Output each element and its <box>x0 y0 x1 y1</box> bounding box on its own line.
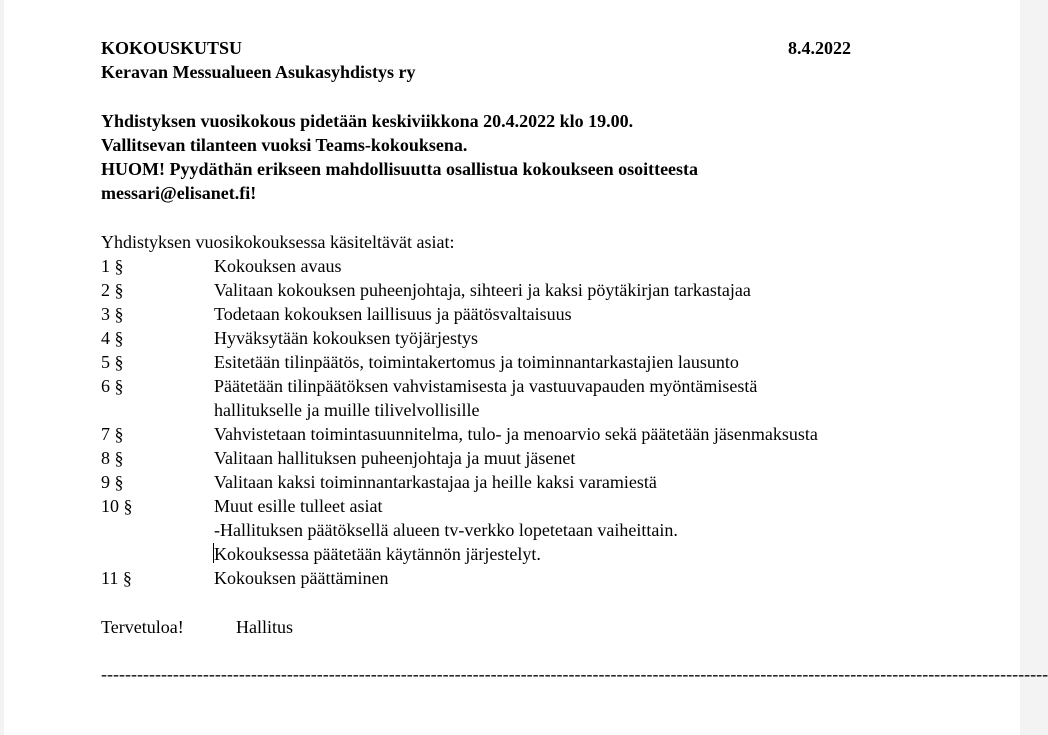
agenda-item-text: Valitaan kokouksen puheenjohtaja, sihteeri ja kaksi pöytäkirjan tarkastajaa <box>214 280 751 300</box>
organization-name: Keravan Messualueen Asukasyhdistys ry <box>101 62 416 82</box>
notice-line-2: Vallitsevan tilanteen vuoksi Teams-kokouksena. <box>101 135 468 155</box>
document-page <box>4 0 1048 735</box>
notice-line-1: Yhdistyksen vuosikokous pidetään keskiviikkona 20.4.2022 klo 19.00. <box>101 111 634 131</box>
agenda-intro: Yhdistyksen vuosikokouksessa käsiteltävät asiat: <box>101 232 455 252</box>
agenda-item-text: Kokouksen avaus <box>214 256 342 276</box>
agenda-item-text: Muut esille tulleet asiat <box>214 496 383 516</box>
document-title: KOKOUSKUTSU <box>101 38 243 58</box>
agenda-item-text: Kokouksen päättäminen <box>214 568 389 588</box>
agenda-item-text: Päätetään tilinpäätöksen vahvistamisesta ja vastuuvapauden myöntämisestä <box>214 376 758 396</box>
agenda-item-number: 5 § <box>101 352 124 372</box>
closing-greeting: Tervetuloa! <box>101 617 184 637</box>
agenda-item-number: 6 § <box>101 376 124 396</box>
notice-line-4: messari@elisanet.fi! <box>101 183 257 203</box>
agenda-item-text: Todetaan kokouksen laillisuus ja päätösvaltaisuus <box>214 304 572 324</box>
agenda-item-number: 9 § <box>101 472 124 492</box>
agenda-item-number: 2 § <box>101 280 124 300</box>
agenda-item-text: Vahvistetaan toimintasuunnitelma, tulo- ja menoarvio sekä päätetään jäsenmaksusta <box>214 424 818 444</box>
agenda-item-number: 1 § <box>101 256 124 276</box>
text-cursor <box>213 543 214 563</box>
agenda-item-number: 11 § <box>101 568 132 588</box>
agenda-item-text-continued[interactable]: Kokouksessa päätetään käytännön järjestelyt. <box>214 544 541 564</box>
document-date: 8.4.2022 <box>788 38 851 58</box>
agenda-item-text: Valitaan kaksi toiminnantarkastajaa ja heille kaksi varamiestä <box>214 472 657 492</box>
agenda-item-number: 7 § <box>101 424 124 444</box>
agenda-item-text: Esitetään tilinpäätös, toimintakertomus ja toiminnantarkastajien lausunto <box>214 352 739 372</box>
agenda-item-number: 3 § <box>101 304 124 324</box>
notice-line-3: HUOM! Pyydäthän erikseen mahdollisuutta osallistua kokoukseen osoitteesta <box>101 159 699 179</box>
agenda-item-text: Valitaan hallituksen puheenjohtaja ja muut jäsenet <box>214 448 576 468</box>
agenda-item-number: 4 § <box>101 328 124 348</box>
agenda-item-number: 8 § <box>101 448 124 468</box>
agenda-item-text-continued: -Hallituksen päätöksellä alueen tv-verkko lopetetaan vaiheittain. <box>214 520 678 540</box>
agenda-item-text: Hyväksytään kokouksen työjärjestys <box>214 328 478 348</box>
divider-line: -------------------------------------------------------------------------------------------------------------------------------------------------------------- <box>101 664 1048 684</box>
closing-signature: Hallitus <box>236 617 293 637</box>
agenda-item-number: 10 § <box>101 496 133 516</box>
agenda-item-text-continued: hallitukselle ja muille tilivelvollisille <box>214 400 480 420</box>
